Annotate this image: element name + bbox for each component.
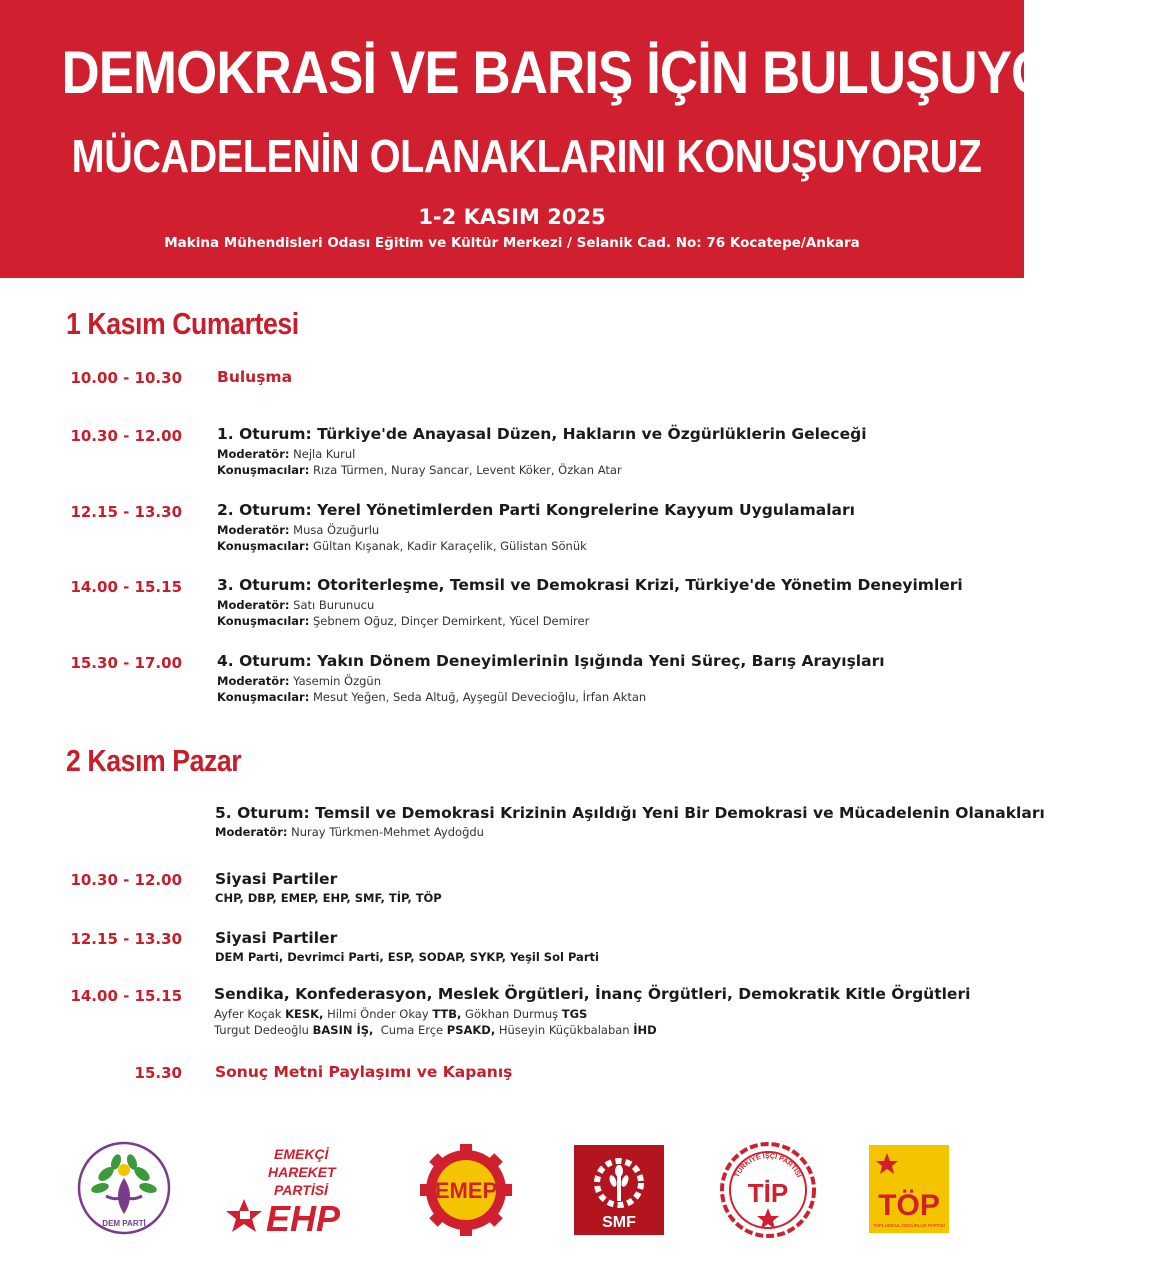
day2-heading: 2 Kasım Pazar: [66, 743, 242, 778]
session-time: 14.00 - 15.15: [70, 578, 182, 596]
session-title: Buluşma: [217, 368, 293, 386]
svg-text:TİP: TİP: [747, 1178, 789, 1208]
session-title: 5. Oturum: Temsil ve Demokrasi Krizinin Aşıldığı Yeni Bir Demokrasi ve Mücadelenin Olanakları: [215, 804, 1045, 822]
session-title: Siyasi Partiler: [215, 870, 338, 888]
org-speakers-line-1: Ayfer Koçak KESK, Hilmi Önder Okay TTB, Gökhan Durmuş TGS: [214, 1007, 588, 1021]
session-moderator: Moderatör: Nuray Türkmen-Mehmet Aydoğdu: [215, 825, 484, 839]
session-time: 12.15 - 13.30: [70, 503, 182, 521]
dem-parti-logo: [76, 1140, 172, 1236]
session-title: 3. Oturum: Otoriterleşme, Temsil ve Demokrasi Krizi, Türkiye'de Yönetim Deneyimleri: [217, 576, 963, 594]
session-time: 10.00 - 10.30: [70, 369, 182, 387]
tip-logo: [718, 1140, 818, 1240]
svg-text:TÖP: TÖP: [878, 1189, 940, 1222]
session-time: 14.00 - 15.15: [70, 987, 182, 1005]
session-title: Sendika, Konfederasyon, Meslek Örgütleri, İnanç Örgütleri, Demokratik Kitle Örgütleri: [214, 985, 971, 1003]
event-date: 1-2 KASIM 2025: [418, 205, 606, 229]
session-speakers: Konuşmacılar: Mesut Yeğen, Seda Altuğ, Ayşegül Devecioğlu, İrfan Aktan: [217, 690, 647, 704]
session-moderator: Moderatör: Musa Özuğurlu: [217, 523, 380, 537]
session-title: Siyasi Partiler: [215, 929, 338, 947]
top-logo: [869, 1145, 949, 1233]
event-subtitle: MÜCADELENİN OLANAKLARINI KONUŞUYORUZ: [71, 130, 982, 182]
header-banner: [0, 0, 1157, 278]
session-moderator: Moderatör: Nejla Kurul: [217, 447, 356, 461]
svg-text:TÜRKİYE İŞÇİ PARTİSİ: TÜRKİYE İŞÇİ PARTİSİ: [733, 1152, 803, 1179]
party-list: DEM Parti, Devrimci Parti, ESP, SODAP, SYKP, Yeşil Sol Parti: [215, 950, 599, 964]
session-time: 10.30 - 12.00: [70, 871, 182, 889]
svg-text:EMEP: EMEP: [434, 1178, 498, 1203]
event-venue: Makina Mühendisleri Odası Eğitim ve Kültür Merkezi / Selanik Cad. No: 76 Kocatepe/Ankara: [164, 235, 860, 251]
session-speakers: Konuşmacılar: Rıza Türmen, Nuray Sancar, Levent Köker, Özkan Atar: [217, 463, 622, 477]
session-speakers: Konuşmacılar: Gültan Kışanak, Kadir Karaçelik, Gülistan Sönük: [217, 539, 587, 553]
svg-text:TOPLUMCUL ÖZGÜRLÜK PARTİSİ: TOPLUMCUL ÖZGÜRLÜK PARTİSİ: [872, 1223, 946, 1228]
svg-text:PARTİSİ: PARTİSİ: [274, 1182, 328, 1198]
smf-logo: [574, 1145, 664, 1235]
session-moderator: Moderatör: Satı Burunucu: [217, 598, 375, 612]
event-title: DEMOKRASİ VE BARIŞ İÇİN BULUŞUYORUZ: [61, 39, 1157, 106]
session-title: 1. Oturum: Türkiye'de Anayasal Düzen, Hakların ve Özgürlüklerin Geleceği: [217, 425, 867, 443]
svg-text:EHP: EHP: [266, 1198, 341, 1239]
session-time: 15.30: [134, 1064, 182, 1082]
session-title: 4. Oturum: Yakın Dönem Deneyimlerinin Işığında Yeni Süreç, Barış Arayışları: [217, 652, 885, 670]
svg-text:DEM PARTİ: DEM PARTİ: [102, 1219, 146, 1228]
closing-title: Sonuç Metni Paylaşımı ve Kapanış: [215, 1063, 513, 1081]
svg-text:EMEKÇİ: EMEKÇİ: [274, 1146, 329, 1162]
session-title: 2. Oturum: Yerel Yönetimlerden Parti Kongrelerine Kayyum Uygulamaları: [217, 501, 855, 519]
svg-text:HAREKET: HAREKET: [268, 1164, 336, 1180]
session-time: 12.15 - 13.30: [70, 930, 182, 948]
svg-text:SMF: SMF: [602, 1214, 636, 1231]
session-moderator: Moderatör: Yasemin Özgün: [217, 674, 382, 688]
ehp-logo: [222, 1145, 362, 1237]
party-list: CHP, DBP, EMEP, EHP, SMF, TİP, TÖP: [215, 891, 442, 905]
day1-heading: 1 Kasım Cumartesi: [66, 306, 299, 341]
session-time: 15.30 - 17.00: [70, 654, 182, 672]
session-speakers: Konuşmacılar: Şebnem Oğuz, Dinçer Demirkent, Yücel Demirer: [217, 614, 590, 628]
session-time: 10.30 - 12.00: [70, 427, 182, 445]
org-speakers-line-2: Turgut Dedeoğlu BASIN İŞ, Cuma Erçe PSAKD, Hüseyin Küçükbalaban İHD: [214, 1023, 657, 1037]
emep-logo: [418, 1142, 514, 1238]
